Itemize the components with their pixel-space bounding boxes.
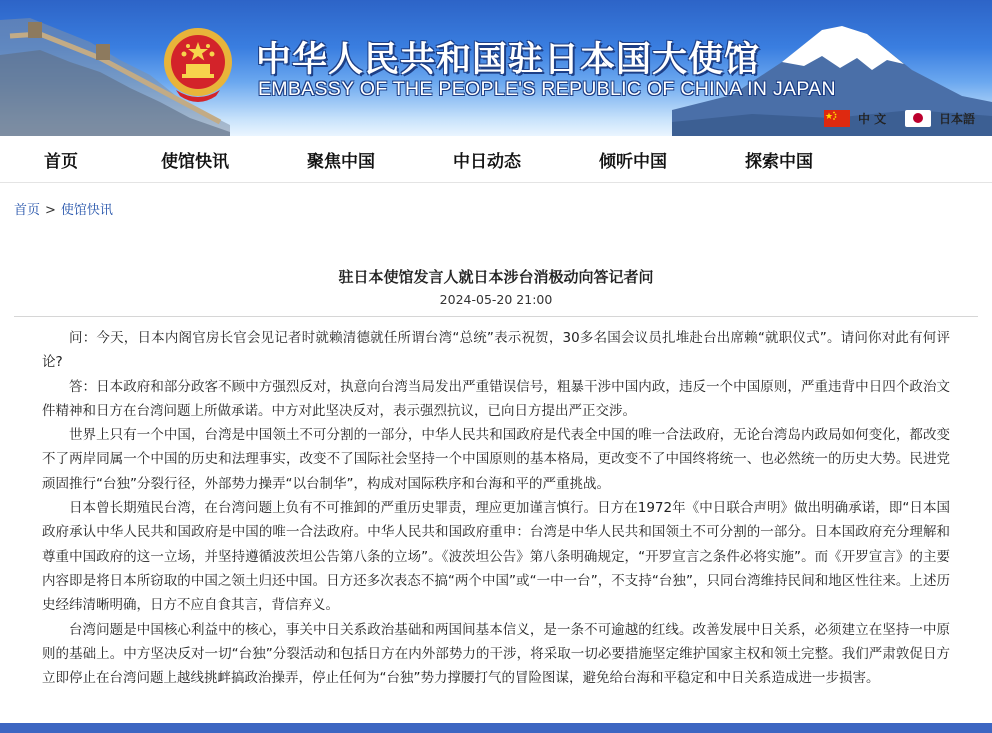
nav-item-explore-china[interactable]: 探索中国 xyxy=(745,152,813,172)
article-title: 驻日本使馆发言人就日本涉台消极动向答记者问 xyxy=(338,268,654,286)
china-flag-icon xyxy=(824,110,850,127)
language-chinese-label: 中 文 xyxy=(858,111,887,126)
language-japanese-label: 日本語 xyxy=(939,111,976,126)
site-title-chinese: 中华人民共和国驻日本国大使馆 xyxy=(256,39,761,80)
nav-item-home[interactable]: 首页 xyxy=(44,152,78,172)
main-navigation xyxy=(0,136,992,183)
article-date: 2024-05-20 21:00 xyxy=(439,292,553,307)
nav-item-focus-china[interactable]: 聚焦中国 xyxy=(307,152,375,172)
title-divider xyxy=(14,316,978,317)
article-body xyxy=(42,326,950,690)
nav-item-listen-china[interactable]: 倾听中国 xyxy=(599,152,667,172)
breadcrumb-home-link[interactable]: 首页 xyxy=(14,203,41,218)
header-banner xyxy=(0,0,992,136)
article-paragraph: 问：今天，日本内阁官房长官会见记者时就赖清德就任所谓台湾“总统”表示祝贺，30多名国会议员扎堆赴台出席赖“就职仪式”。请问你对此有何评论? xyxy=(42,330,950,371)
breadcrumb-current-link[interactable]: 使馆快讯 xyxy=(60,203,113,218)
japan-flag-icon xyxy=(905,110,931,127)
nav-item-embassy-news[interactable]: 使馆快讯 xyxy=(161,152,229,172)
language-chinese-link[interactable] xyxy=(824,107,886,129)
language-japanese-link[interactable] xyxy=(905,107,975,129)
article-paragraph: 日本曾长期殖民台湾，在台湾问题上负有不可推卸的严重历史罪责，理应更加谨言慎行。日方在1972年《中日联合声明》做出明确承诺，即“日本国政府承认中华人民共和国政府是中国的唯一合法政府。中华人民共和国政府重申：台湾是中华人民共和国领土不可分割的一部分。日本国政府充分理解和尊重中国政府的这一立场，并坚持遵循波茨坦公告第八条的立场”。《波茨坦公告》第八条明确规定，“开罗宣言之条件必将实施”。而《开罗宣言》的主要内容即是将日本所窃取的中国之领土归还中国。日方还多次表态不搞“两个中国”或“一中一台”，不支持“台独”，只同台湾维持民间和地区性往来。上述历史经纬清晰明确，日方不应自食其言，背信弃义。 xyxy=(42,500,950,614)
article-paragraph: 世界上只有一个中国，台湾是中国领土不可分割的一部分，中华人民共和国政府是代表全中国的唯一合法政府，无论台湾岛内政局如何变化，都改变不了两岸同属一个中国的历史和法理事实，改变不了国际社会坚持一个中国原则的基本格局，更改变不了中国终将统一、也必然统一的历史大势。民进党顽固推行“台独”分裂行径，外部势力操弄“以台制华”，构成对国际秩序和台海和平的严重挑战。 xyxy=(42,427,950,492)
article-paragraph: 答：日本政府和部分政客不顾中方强烈反对，执意向台湾当局发出严重错误信号，粗暴干涉中国内政，违反一个中国原则，严重违背中日四个政治文件精神和日方在台湾问题上所做承诺。中方对此坚决反对，表示强烈抗议，已向日方提出严正交涉。 xyxy=(42,378,950,419)
breadcrumb-separator: > xyxy=(45,203,56,218)
nav-item-china-japan[interactable]: 中日动态 xyxy=(453,152,521,172)
national-emblem-icon xyxy=(162,24,234,106)
site-title-english: EMBASSY OF THE PEOPLE'S REPUBLIC OF CHINA IN JAPAN xyxy=(258,78,836,100)
article-paragraph: 台湾问题是中国核心利益中的核心，事关中日关系政治基础和两国间基本信义，是一条不可逾越的红线。改善发展中日关系，必须建立在坚持一中原则的基础上。中方坚决反对一切“台独”分裂活动和包括日方在内外部势力的干涉，将采取一切必要措施坚定维护国家主权和领土完整。我们严肃敦促日方立即停止在台湾问题上越线挑衅搞政治操弄，停止任何为“台独”势力撑腰打气的冒险图谋，避免给台海和平稳定和中日关系造成进一步损害。 xyxy=(42,621,950,687)
footer-bar xyxy=(0,723,992,733)
breadcrumb xyxy=(14,199,113,218)
